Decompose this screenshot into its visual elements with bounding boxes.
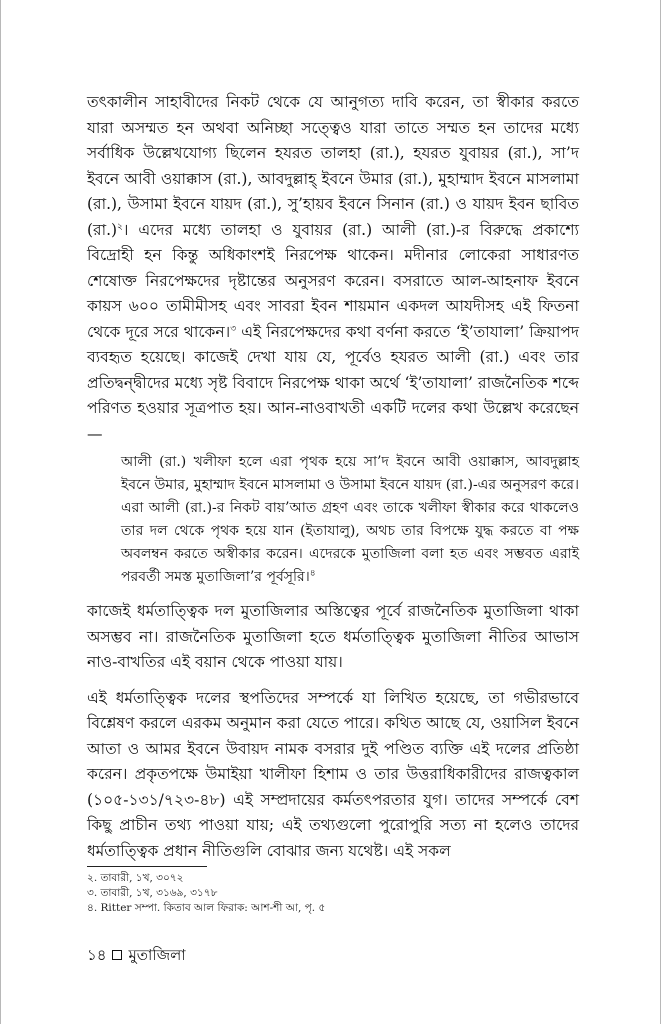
square-separator-icon: [112, 950, 122, 960]
footnote-2: ২. তাবারী, ১খ, ৩০৭২: [87, 872, 184, 884]
footnote-ref-4: ৪: [309, 568, 316, 579]
paragraph-1: [87, 90, 579, 447]
book-title: মুতাজিলা: [128, 946, 186, 964]
main-text: [87, 90, 579, 864]
footnote-ref-2: ২: [117, 221, 123, 232]
page-footer: [87, 945, 186, 965]
paragraph-2: কাজেই ধর্মতাত্ত্বিক দল মুতাজিলার অস্তিত্বের পূর্বে রাজনৈতিক মুতাজিলা থাকা অসম্ভব না। রাজনৈতিক মুতাজিলা হতে ধর্মতাত্ত্বিক মুতাজিলা নীতির আভাস নাও-বাখতির এই বয়ান থেকে পাওয়া যায়।: [87, 602, 579, 671]
block-quote: [121, 451, 579, 589]
paragraph-1-text-b: । এদের মধ্যে তালহা ও যুবায়র (রা.) আলী (রা.)-র বিরুদ্ধে প্রকাশ্যে বিদ্রোহী হন কিন্তু অধিকাংশই নিরপেক্ষ থাকেন। মদীনার লোকেরা সাধারণত শেষোক্ত নিরপেক্ষদের দৃষ্টান্তের অনুসরণ করেন। বসরাতে আল-আহনাফ ইবনে কায়স ৬০০ তামীমীসহ এবং সাবরা ইবন শায়মান একদল আযদীসহ এই ফিতনা থেকে দূরে সরে থাকেন।: [87, 220, 579, 341]
footnotes: [87, 871, 579, 916]
footnote-3: ৩. তাবারী, ১খ, ৩১৬৯, ৩১৭৮: [87, 887, 218, 899]
paragraph-1-text: তৎকালীন সাহাবীদের নিকট থেকে যে আনুগত্য দাবি করেন, তা স্বীকার করতে যারা অসম্মত হন অথবা অনিচ্ছা সত্ত্বেও যারা তাতে সম্মত হন তাদের মধ্যে সর্বাধিক উল্লেখযোগ্য ছিলেন হযরত তালহা (রা.), হযরত যুবায়র (রা.), সা’দ ইবনে আবী ওয়াক্কাস (রা.), আবদুল্লাহ্ ইবনে উমার (রা.), মুহাম্মাদ ইবনে মাসলামা (রা.), উসামা ইবনে যায়দ (রা.), সু’হায়ব ইবনে সিনান (রা.) ও যায়দ ইবন ছাবিত (রা.): [87, 93, 579, 239]
paragraph-3: এই ধর্মতাত্ত্বিক দলের স্থপতিদের সম্পর্কে যা লিখিত হয়েছে, তা গভীরভাবে বিশ্লেষণ করলে এরকম অনুমান করা যেতে পারে। কথিত আছে যে, ওয়াসিল ইবনে আতা ও আমর ইবনে উবায়দ নামক বসরার দুই পণ্ডিত ব্যক্তি এই দলের প্রতিষ্ঠা করেন। প্রকৃতপক্ষে উমাইয়া খালীফা হিশাম ও তার উত্তরাধিকারীদের রাজত্বকাল (১০৫-১৩১/৭২৩-৪৮) এই সম্প্রদায়ের কর্মতৎপরতার যুগ। তাদের সম্পর্কে বেশ কিছু প্রাচীন তথ্য পাওয়া যায়; এই তথ্যগুলো পুরোপুরি সত্য না হলেও তাদের ধর্মতাত্ত্বিক প্রধান নীতিগুলি বোঝার জন্য যথেষ্ট। এই সকল: [87, 688, 579, 860]
footnote-divider: [87, 866, 207, 867]
footnote-ref-3: ৩: [230, 323, 237, 334]
footnote-4: ৪. Ritter সম্পা. কিতাব আল ফিরাক: আশ-শী আ, পৃ. ৫: [87, 902, 326, 914]
paragraph-1-text-c: এই নিরপেক্ষদের কথা বর্ণনা করতে ‘ই’তাযালা’ ক্রিয়াপদ ব্যবহৃত হয়েছে। কাজেই দেখা যায় যে, পূর্বেও হযরত আলী (রা.) এবং তার প্রতিদ্বন্দ্বীদের মধ্যে সৃষ্ট বিবাদে নিরপেক্ষ থাকা অর্থে ‘ই’তাযালা’ রাজনৈতিক শব্দে পরিণত হওয়ার সূত্রপাত হয়। আন-নাওবাখতী একটি দলের কথা উল্লেখ করেছেন—: [87, 322, 579, 443]
page-number: ১৪: [87, 946, 107, 964]
block-quote-text: আলী (রা.) খলীফা হলে এরা পৃথক হয়ে সা’দ ইবনে আবী ওয়াক্কাস, আবদুল্লাহ ইবনে উমার, মুহাম্মাদ ইবনে মাসলামা ও উসামা ইবনে যায়দ (রা.)-এর অনুসরণ করে। এরা আলী (রা.)-র নিকট বায়’আত গ্রহণ এবং তাকে খলীফা স্বীকার করে থাকলেও তার দল থেকে পৃথক হয়ে যান (ইতাযালু), অথচ তার বিপক্ষে যুদ্ধ করতে বা পক্ষ অবলম্বন করতে অস্বীকার করেন। এদেরকে মুতাজিলা বলা হত এবং সম্ভবত এরাই পরবর্তী সমস্ত মুতাজিলা’র পূর্বসূরি।: [121, 454, 579, 585]
